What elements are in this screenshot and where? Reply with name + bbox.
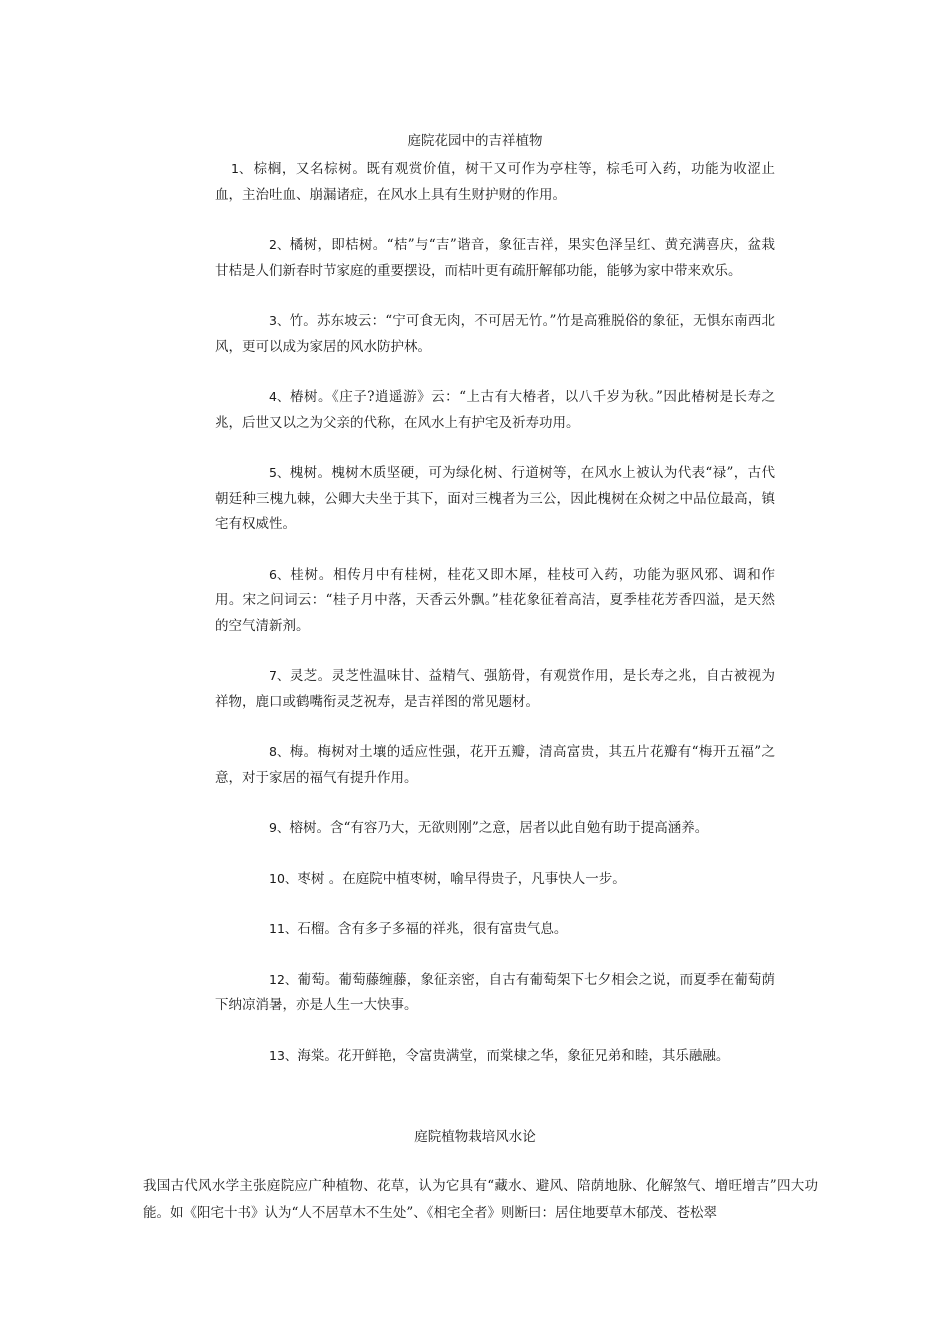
body-paragraph: 我国古代风水学主张庭院应广种植物、花草，认为它具有“藏水、避风、陪荫地脉、化解煞气、增旺增吉”四大功能。如《阳宅十书》认为“人不居草木不生处”、《相宅全者》则断曰：居住地要草木郁茂、苍松翠 xyxy=(143,1178,818,1221)
list-item: 4、椿树。《庄子?逍遥游》云：“上古有大椿者，以八千岁为秋。”因此椿树是长寿之兆，后世又以之为父亲的代称，在风水上有护宅及祈寿功用。 xyxy=(215,389,775,431)
list-item: 9、榕树。含“有容乃大，无欲则刚”之意，居者以此自勉有助于提高涵养。 xyxy=(269,820,709,836)
list-item: 11、石榴。含有多子多福的祥兆，很有富贵气息。 xyxy=(269,921,568,937)
list-item: 13、海棠。花开鲜艳，令富贵满堂，而棠棣之华，象征兄弟和睦，其乐融融。 xyxy=(269,1047,730,1064)
list-item: 6、桂树。相传月中有桂树，桂花又即木犀，桂枝可入药，功能为驱风邪、调和作用。宋之问词云：“桂子月中落，天香云外飘。”桂花象征着高洁，夏季桂花芳香四溢，是天然的空气清新剂。 xyxy=(215,566,775,634)
list-item: 12、葡萄。葡萄藤缠藤，象征亲密，自古有葡萄架下七夕相会之说，而夏季在葡萄荫下纳凉消暑，亦是人生一大快事。 xyxy=(215,971,775,1013)
plant-list xyxy=(215,156,775,1069)
list-item: 7、灵芝。灵芝性温味甘、益精气、强筋骨，有观赏作用，是长寿之兆，自古被视为祥物，鹿口或鹤嘴衔灵芝祝寿，是吉祥图的常见题材。 xyxy=(215,668,775,710)
section-title-auspicious-plants: 庭院花园中的吉祥植物 xyxy=(407,133,543,149)
list-item: 10、枣树 。在庭院中植枣树，喻早得贵子，凡事快人一步。 xyxy=(269,870,626,887)
section-title-cultivation: 庭院植物栽培风水论 xyxy=(414,1129,536,1145)
list-item: 5、槐树。槐树木质坚硬，可为绿化树、行道树等，在风水上被认为代表“禄”，古代朝廷种三槐九棘，公卿大夫坐于其下，面对三槐者为三公，因此槐树在众树之中品位最高，镇宅有权威性。 xyxy=(215,465,775,532)
list-item: 8、梅。梅树对土壤的适应性强，花开五瓣，清高富贵，其五片花瓣有“梅开五福”之意，对于家居的福气有提升作用。 xyxy=(215,744,775,786)
list-item: 2、橘树，即桔树。“桔”与“吉”谐音，象征吉祥，果实色泽呈红、黄充满喜庆，盆栽甘桔是人们新春时节家庭的重要摆设，而桔叶更有疏肝解郁功能，能够为家中带来欢乐。 xyxy=(215,237,775,279)
list-item: 1、 棕榈，又名棕树。既有观赏价值，树干又可作为亭柱等，棕毛可入药，功能为收涩止血，主治吐血、崩漏诸症，在风水上具有生财护财的作用。 xyxy=(215,161,775,203)
list-item: 3、竹。苏东坡云：“宁可食无肉，不可居无竹。”竹是高雅脱俗的象征，无惧东南西北风，更可以成为家居的风水防护林。 xyxy=(215,313,775,355)
